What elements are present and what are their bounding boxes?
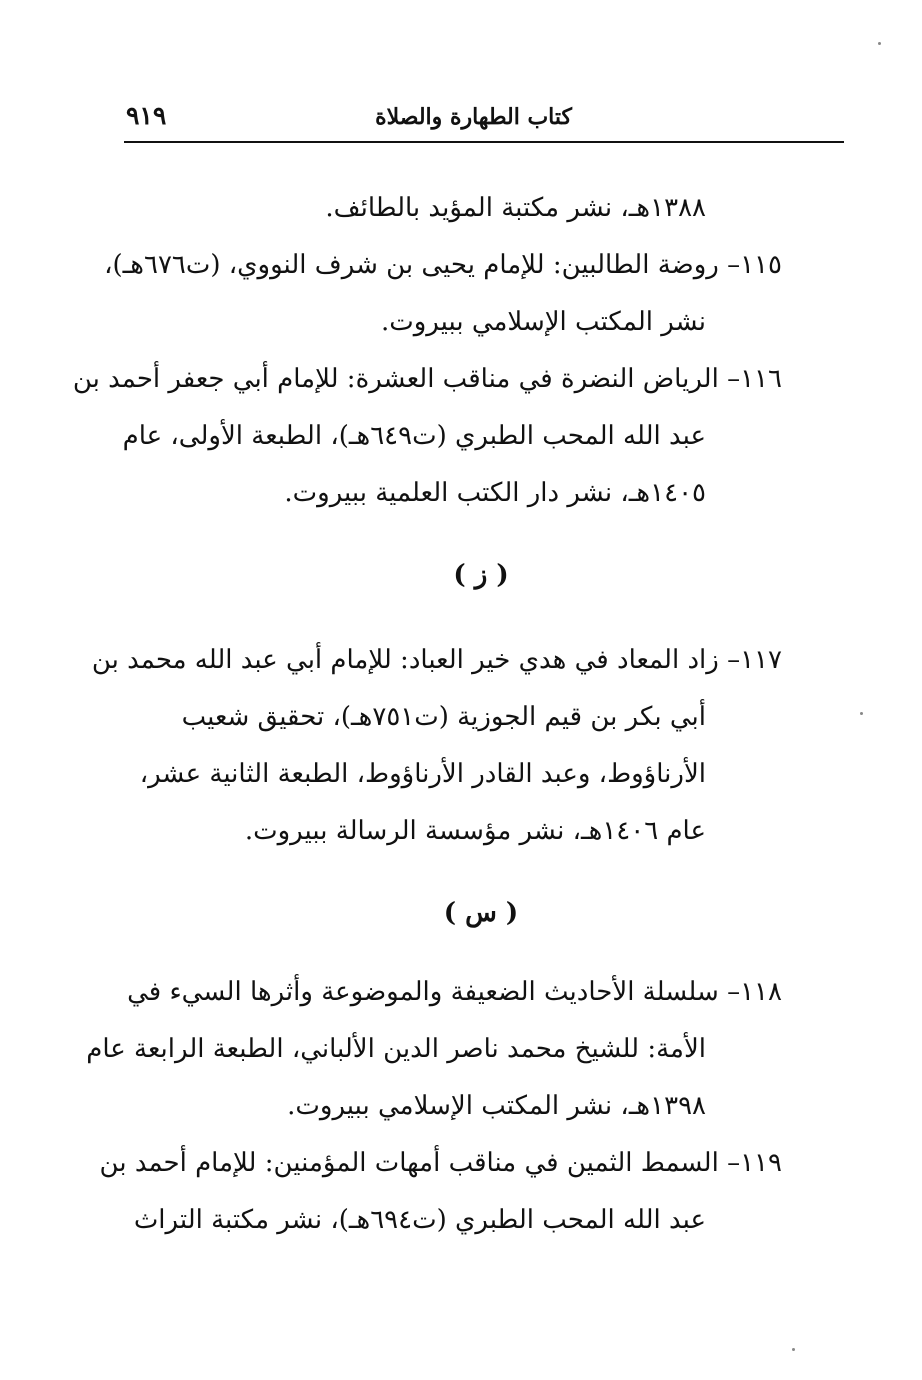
section-heading-s: ( س ): [443, 898, 519, 928]
entry-115-line-2: نشر المكتب الإسلامي ببيروت.: [381, 307, 706, 337]
entry-119-line-2: عبد الله المحب الطبري (ت٦٩٤هـ)، نشر مكتبة التراث: [133, 1205, 706, 1235]
section-heading-z: ( ز ): [453, 560, 509, 590]
entry-119-line-1: ١١٩– السمط الثمين في مناقب أمهات المؤمنين: للإمام أحمد بن: [99, 1148, 782, 1178]
scan-speck: [860, 712, 863, 715]
scan-speck: [878, 42, 881, 45]
entry-118-line-1: ١١٨– سلسلة الأحاديث الضعيفة والموضوعة وأثرها السيء في: [127, 977, 782, 1007]
entry-117-line-1: ١١٧– زاد المعاد في هدي خير العباد: للإمام أبي عبد الله محمد بن: [91, 645, 782, 675]
header-rule: [124, 141, 844, 143]
entry-117-line-2: أبي بكر بن قيم الجوزية (ت٧٥١هـ)، تحقيق شعيب: [181, 702, 706, 732]
entry-116-line-1: ١١٦– الرياض النضرة في مناقب العشرة: للإمام أبي جعفر أحمد بن: [72, 364, 782, 394]
entry-116-line-3: ١٤٠٥هـ، نشر دار الكتب العلمية ببيروت.: [284, 478, 706, 508]
running-header-title: كتاب الطهارة والصلاة: [375, 104, 572, 130]
entry-115-line-1: ١١٥– روضة الطالبين: للإمام يحيى بن شرف النووي، (ت٦٧٦هـ)،: [104, 250, 782, 280]
entry-116-line-2: عبد الله المحب الطبري (ت٦٤٩هـ)، الطبعة الأولى، عام: [122, 421, 706, 451]
scan-speck: [792, 1348, 795, 1351]
entry-118-line-3: ١٣٩٨هـ، نشر المكتب الإسلامي ببيروت.: [287, 1091, 706, 1121]
page-number: ٩١٩: [126, 101, 167, 130]
entry-114-continuation: ١٣٨٨هـ، نشر مكتبة المؤيد بالطائف.: [325, 193, 706, 223]
entry-117-line-4: عام ١٤٠٦هـ، نشر مؤسسة الرسالة ببيروت.: [244, 816, 706, 846]
entry-117-line-3: الأرناؤوط، وعبد القادر الأرناؤوط، الطبعة الثانية عشر،: [139, 759, 706, 789]
entry-118-line-2: الأمة: للشيخ محمد ناصر الدين الألباني، الطبعة الرابعة عام: [86, 1034, 706, 1064]
